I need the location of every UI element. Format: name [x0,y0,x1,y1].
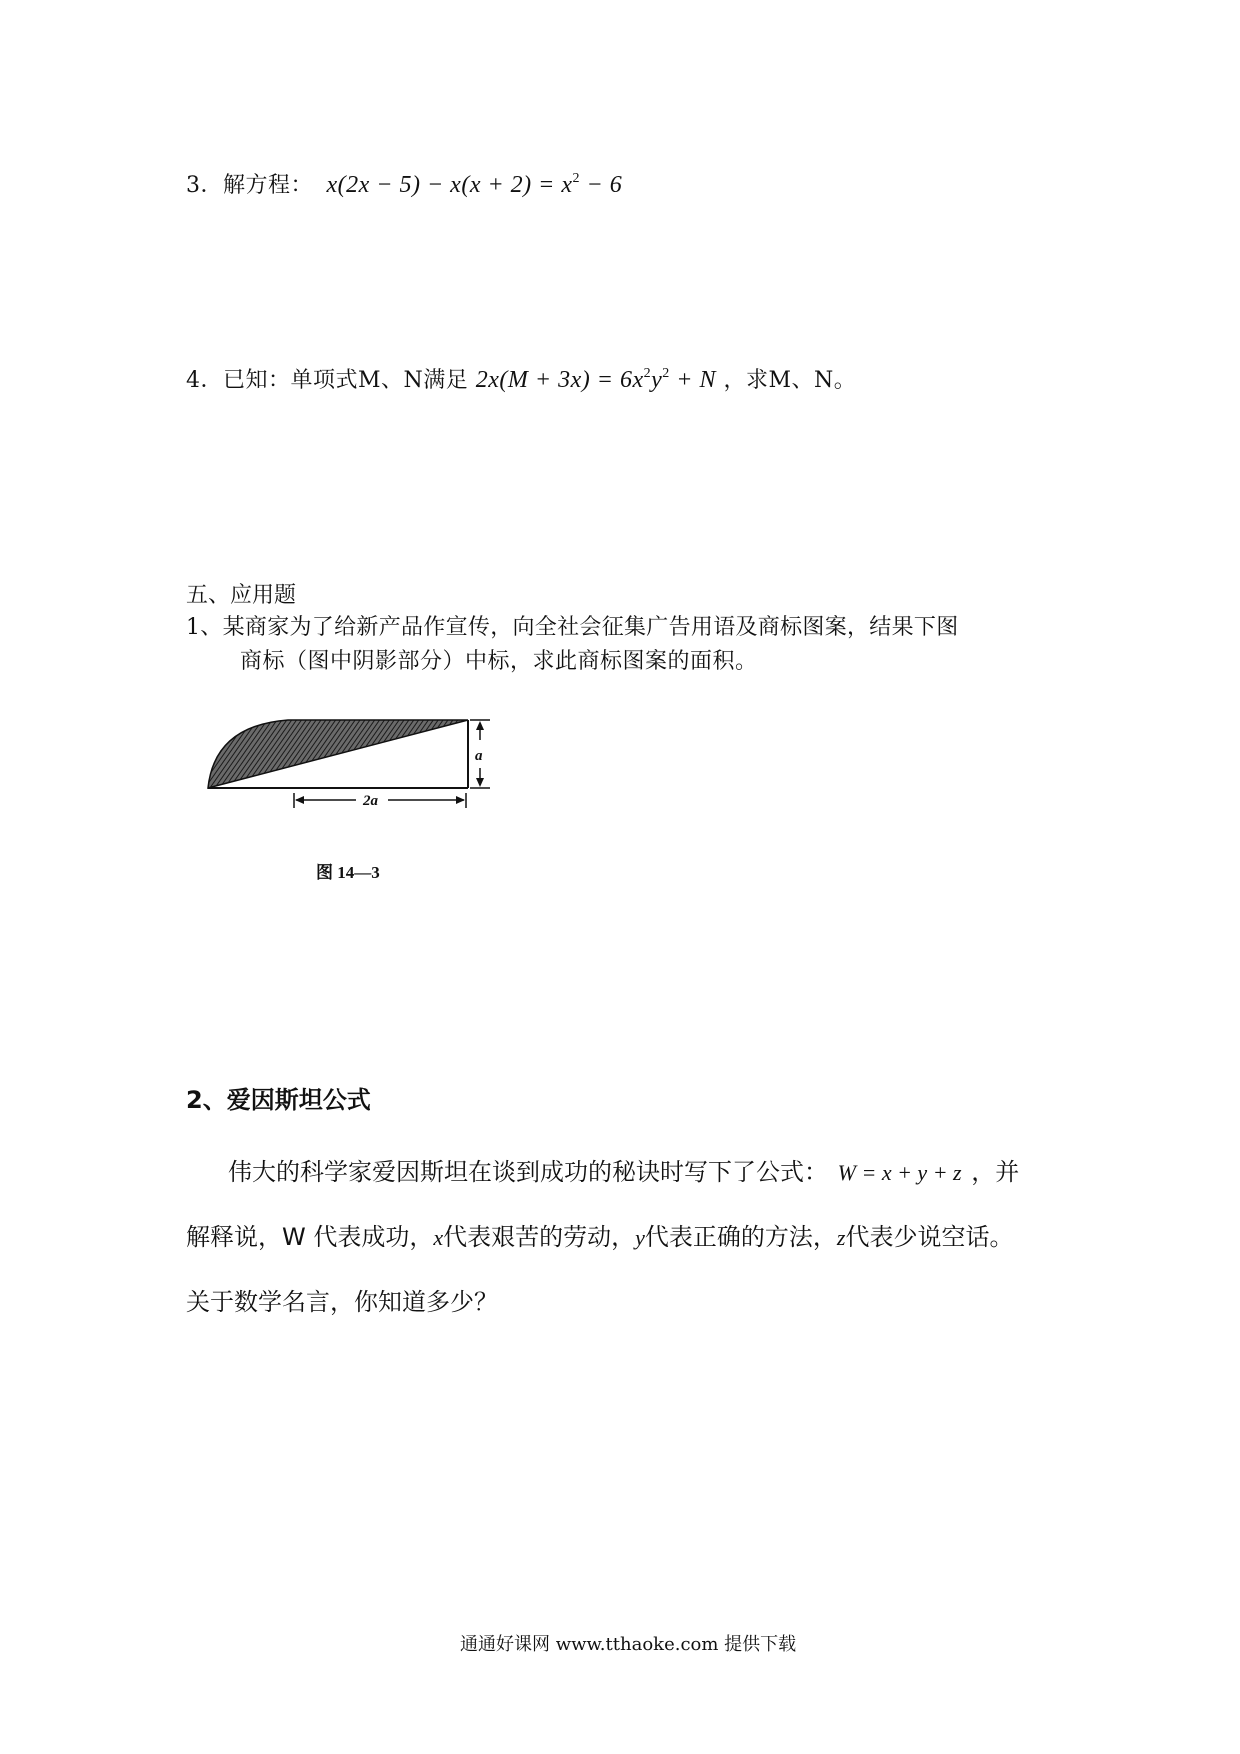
label-2a: 2a [363,793,378,809]
article-line-1 [228,1152,1019,1187]
question-4-equation: $2x(M + 3x) = 6x^2y^2 + N$ [475,366,716,393]
section-5-heading: 五、应用题 [186,583,297,608]
article-line-2-part-d: 代表少说空话。 [845,1223,1014,1251]
article-line-2-part-b: 代表艰苦的劳动， [443,1223,636,1251]
question-3-equation: $x(2x - 5) - x(x + 2) = x^2 - 6$ [326,171,623,198]
einstein-formula: W = x + y + z [837,1160,962,1185]
question-3 [186,168,622,199]
article-line-1-tail: ，并 [971,1158,1020,1186]
label-a: a [475,748,483,764]
footer-text: 通通好课网 www.tthaoke.com 提供下载 [460,1634,797,1655]
article-title: 2、爱因斯坦公式 [186,1086,371,1114]
problem-1-line-1: 1、某商家为了给新产品作宣传，向全社会征集广告用语及商标图案，结果下图 [186,615,959,640]
problem-1-line-2: 商标（图中阴影部分）中标，求此商标图案的面积。 [240,649,758,674]
article-line-1-text: 伟大的科学家爱因斯坦在谈到成功的秘诀时写下了公式： [228,1158,828,1186]
var-y: y [635,1225,645,1250]
question-4-tail: ，求M、N。 [723,368,857,393]
trademark-figure [190,690,520,830]
figure-caption: 图 14—3 [316,863,380,882]
article-line-2-part-a: 解释说，W 代表成功， [186,1223,434,1251]
article-line-2-part-c: 代表正确的方法， [644,1223,837,1251]
question-4-label: 4．已知：单项式M、N满足 [186,368,469,393]
var-x: x [433,1225,444,1250]
article-line-2 [186,1217,1013,1252]
question-4 [186,363,856,394]
article-line-3: 关于数学名言，你知道多少？ [186,1288,498,1316]
question-3-label: 3．解方程： [186,173,313,198]
var-z: z [836,1225,846,1250]
shaded-region [208,720,468,788]
